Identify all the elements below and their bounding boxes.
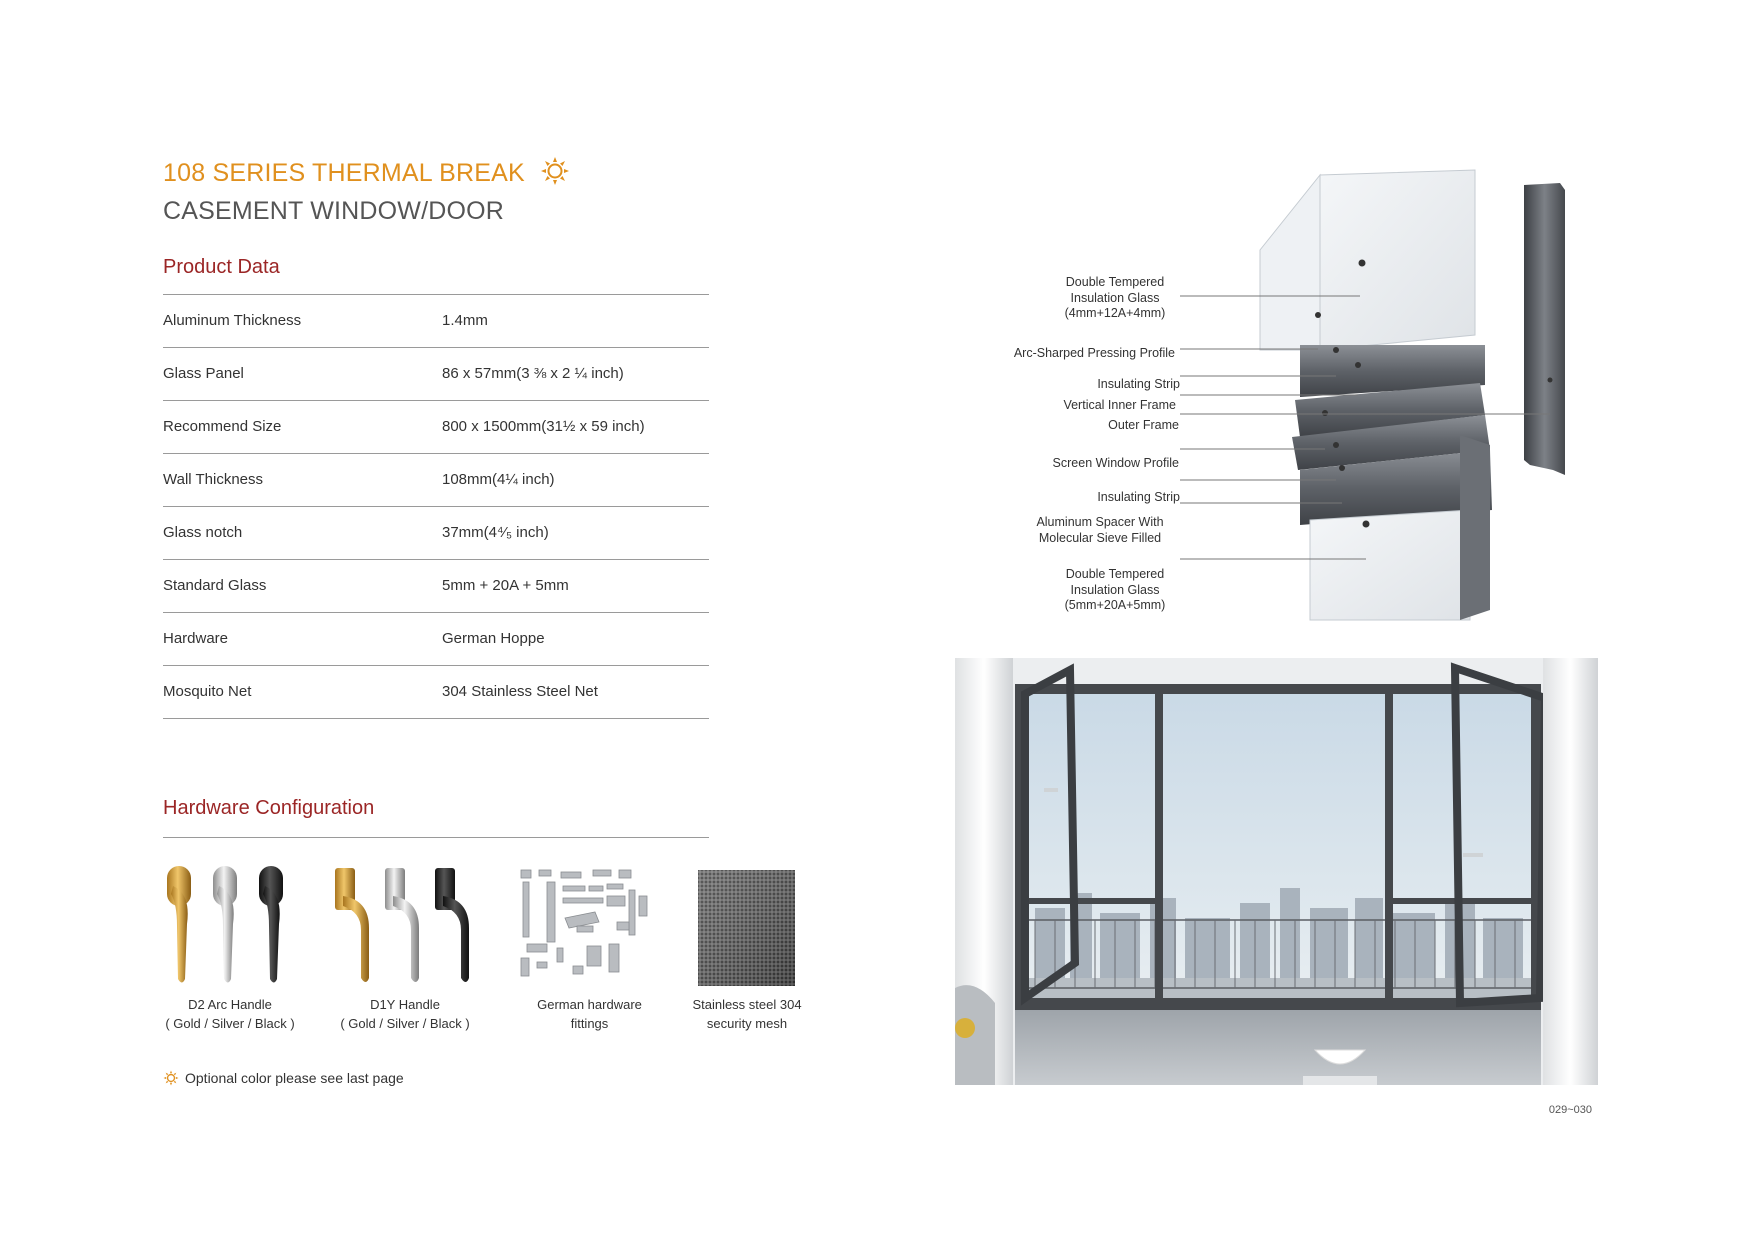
row-label: Hardware (163, 630, 229, 647)
caption-line: ( Gold / Silver / Black ) (340, 1016, 470, 1031)
d1y-handle-image (333, 866, 473, 996)
d2-arc-handle-caption (150, 995, 310, 1033)
page-subtitle: CASEMENT WINDOW/DOOR (163, 197, 505, 225)
security-mesh-caption (667, 995, 827, 1033)
label-arc-profile: Arc-Sharped Pressing Profile (1013, 346, 1175, 360)
row-label: Glass Panel (163, 365, 244, 382)
d1y-handle-caption (325, 995, 485, 1033)
title-line-1: 108 SERIES THERMAL BREAK (163, 159, 525, 188)
row-value: German Hoppe (442, 630, 545, 647)
table-row (163, 560, 709, 613)
product-data-table (163, 295, 709, 719)
row-value: 1.4mm (442, 312, 488, 329)
hardware-rule (163, 837, 709, 838)
d2-arc-handle-image (165, 864, 295, 994)
table-row (163, 348, 709, 401)
caption-line: D2 Arc Handle (188, 997, 272, 1012)
label-line: Double Tempered (1065, 567, 1165, 581)
label-line: (4mm+12A+4mm) (1064, 306, 1166, 320)
label-insulating-strip-2: Insulating Strip (1097, 490, 1180, 504)
german-hardware-fittings-image (517, 866, 652, 991)
row-value: 86 x 57mm(3 ⅜ x 2 ¼ inch) (442, 365, 624, 382)
page-title (163, 156, 570, 193)
label-line: (5mm+20A+5mm) (1064, 598, 1166, 612)
label-line: Insulation Glass (1070, 582, 1160, 597)
row-label: Aluminum Thickness (163, 312, 302, 329)
caption-line: Stainless steel 304 (692, 997, 802, 1012)
label-line: Insulation Glass (1070, 290, 1160, 305)
row-label: Standard Glass (163, 577, 267, 594)
caption-line: ( Gold / Silver / Black ) (165, 1016, 295, 1031)
label-line: Double Tempered (1065, 275, 1165, 289)
label-double-glass-top (1050, 275, 1180, 322)
table-row (163, 295, 709, 348)
label-aluminum-spacer (1025, 515, 1175, 546)
caption-line: fittings (570, 1016, 609, 1031)
german-hardware-caption (512, 995, 667, 1033)
window-photo (955, 658, 1598, 1090)
row-value: 108mm(4¼ inch) (442, 471, 555, 488)
row-value: 304 Stainless Steel Net (442, 683, 598, 700)
caption-line: D1Y Handle (370, 997, 440, 1012)
label-outer-frame: Outer Frame (1108, 418, 1179, 432)
row-label: Glass notch (163, 524, 243, 541)
label-line: Aluminum Spacer With (1036, 515, 1164, 529)
security-mesh-image (698, 870, 795, 991)
hardware-config-heading: Hardware Configuration (163, 797, 375, 819)
caption-line: German hardware (537, 997, 642, 1012)
page-number: 029~030 (1548, 1104, 1592, 1116)
table-row (163, 613, 709, 666)
row-label: Wall Thickness (163, 471, 264, 488)
row-label: Recommend Size (163, 418, 282, 435)
row-label: Mosquito Net (163, 683, 252, 700)
row-value: 5mm + 20A + 5mm (442, 577, 569, 594)
optional-color-note (163, 1070, 404, 1089)
table-row (163, 507, 709, 560)
note-text: Optional color please see last page (185, 1070, 404, 1087)
table-row (163, 401, 709, 454)
table-row (163, 666, 709, 719)
label-screen-window-profile: Screen Window Profile (1052, 456, 1179, 470)
product-data-heading: Product Data (163, 256, 280, 278)
table-row (163, 454, 709, 507)
label-vertical-inner-frame: Vertical Inner Frame (1063, 398, 1176, 412)
leader-lines (1180, 280, 1560, 610)
caption-line: security mesh (706, 1016, 788, 1031)
row-value: 37mm(4⁴⁄₅ inch) (442, 524, 549, 541)
label-double-glass-bottom (1050, 567, 1180, 614)
label-line: Molecular Sieve Filled (1038, 530, 1162, 545)
label-insulating-strip-1: Insulating Strip (1097, 377, 1180, 391)
sun-icon (163, 1070, 179, 1089)
sun-icon (540, 156, 570, 193)
row-value: 800 x 1500mm(31½ x 59 inch) (442, 418, 645, 435)
